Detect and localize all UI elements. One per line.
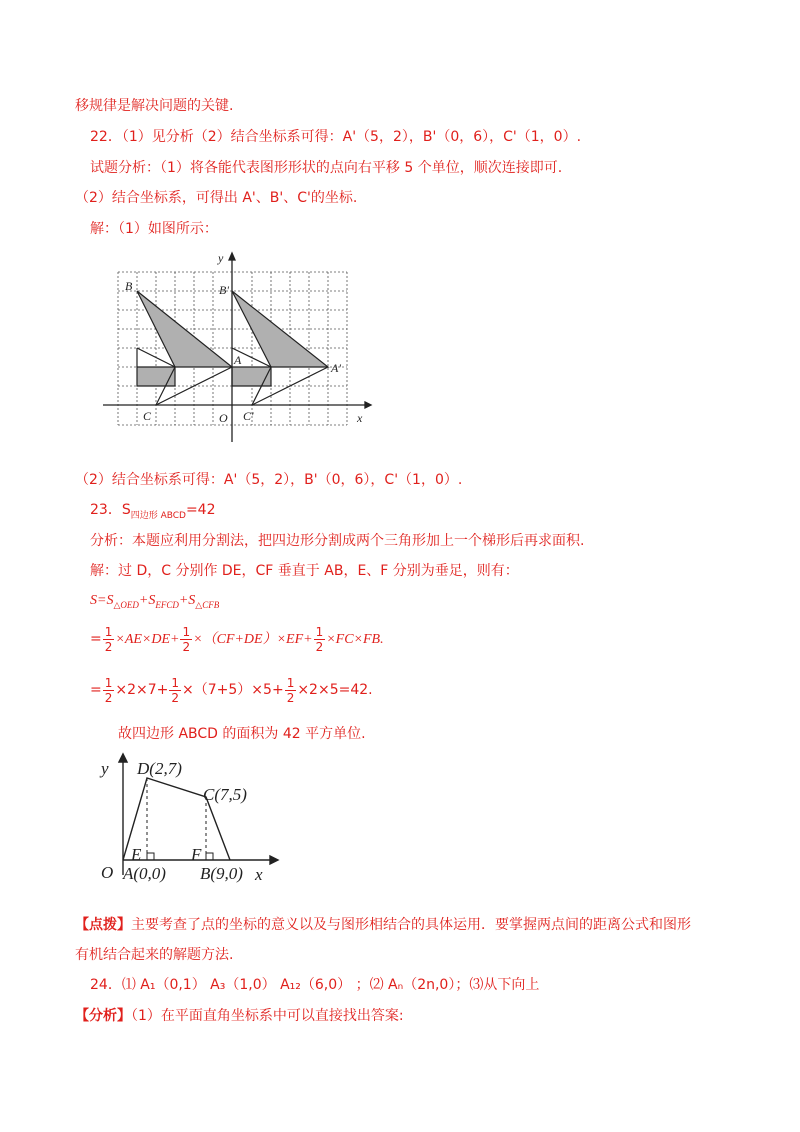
solution-22: 解：（1）如图所示： <box>90 221 218 237</box>
solution-23: 解：过 D，C 分别作 DE，CF 垂直于 AB，E、F 分别为垂足，则有： <box>90 563 519 579</box>
fraction-numerator: 1 <box>171 675 180 690</box>
tip-line-1 <box>75 915 691 935</box>
y-axis-label: y <box>218 251 224 265</box>
point-a-prime-label: A' <box>331 361 341 375</box>
tip-text: 主要考查了点的坐标的意义以及与图形相结合的具体运用．要掌握两点间的距离公式和图形 <box>131 917 691 933</box>
equation-part: = <box>90 631 102 647</box>
equation-part: ×AE×DE+ <box>115 632 180 647</box>
point-b-label: B(9,0) <box>200 864 243 883</box>
analysis-22: 试题分析：（1）将各能代表图形形状的点向右平移 5 个单位，顺次连接即可. <box>90 160 563 176</box>
fraction-denominator: 2 <box>171 690 180 705</box>
fraction-half <box>180 625 192 654</box>
quadrilateral-figure <box>95 750 285 890</box>
area-formula-part: +S <box>178 593 196 608</box>
analysis-22-part2: （2）结合坐标系，可得出 A'、B'、C'的坐标. <box>75 190 358 206</box>
conclusion-23: 故四边形 ABCD 的面积为 42 平方单位. <box>118 726 366 742</box>
area-formula-sub: △OED <box>113 599 139 610</box>
x-axis-label: x <box>357 411 363 425</box>
right-angle-f <box>206 853 213 860</box>
analysis-24 <box>75 1006 404 1026</box>
equation-1 <box>90 623 384 656</box>
text-line-1: 移规律是解决问题的关键. <box>75 98 234 114</box>
translation-figure <box>95 250 385 450</box>
area-formula-sub: △CFB <box>195 599 220 610</box>
fraction-half <box>285 676 297 705</box>
point-b-label: B <box>125 279 133 293</box>
answer-23-prefix: 23．S <box>90 502 131 518</box>
point-d-label: D(2,7) <box>137 759 182 778</box>
fraction-half <box>103 676 115 705</box>
area-formula <box>90 591 219 615</box>
fraction-numerator: 1 <box>286 675 295 690</box>
equation-part: ×（7+5）×5+ <box>182 682 284 698</box>
answer-22-heading: 22．（1）见分析（2）结合坐标系可得：A'（5，2），B'（0，6），C'（1，0）. <box>90 129 582 145</box>
equation-part: ×2×5=42. <box>297 682 373 698</box>
analysis-23: 分析：本题应利用分割法，把四边形分割成两个三角形加上一个梯形后再求面积. <box>90 533 585 549</box>
fraction-numerator: 1 <box>104 624 113 639</box>
point-c-label: C <box>143 409 152 423</box>
fraction-half <box>314 625 326 654</box>
point-e-label: E <box>131 845 142 864</box>
x-axis-label: x <box>255 865 263 884</box>
fraction-numerator: 1 <box>315 624 324 639</box>
answer-24-heading: 24．⑴ A₁（0,1） A₃（1,0） A₁₂（6,0） ；⑵ Aₙ（2n,0）；⑶从下向上 <box>90 977 540 993</box>
point-c-prime-label: C' <box>243 409 254 423</box>
equation-2 <box>90 674 373 706</box>
area-formula-part: S=S <box>90 593 114 608</box>
right-angle-e <box>147 853 154 860</box>
point-a-label: A(0,0) <box>123 864 166 883</box>
analysis-text: （1）在平面直角坐标系中可以直接找出答案: <box>131 1008 404 1024</box>
fraction-denominator: 2 <box>286 690 295 705</box>
point-f-label: F <box>191 845 202 864</box>
fraction-denominator: 2 <box>104 639 113 654</box>
answer-23-subscript: 四边形 ABCD <box>130 510 186 521</box>
fraction-half <box>169 676 181 705</box>
fraction-denominator: 2 <box>182 639 191 654</box>
tip-line-2: 有机结合起来的解题方法. <box>75 947 234 963</box>
origin-label: O <box>219 411 228 425</box>
y-axis-label: y <box>101 759 109 778</box>
y-axis-arrow <box>119 754 127 762</box>
fraction-numerator: 1 <box>182 624 191 639</box>
x-axis-arrow <box>270 856 278 864</box>
fraction-numerator: 1 <box>104 675 113 690</box>
origin-label: O <box>101 863 114 882</box>
equation-part: ×FC×FB. <box>326 632 384 647</box>
equation-part: ×2×7+ <box>115 682 169 698</box>
fraction-denominator: 2 <box>104 690 113 705</box>
area-formula-part: +S <box>138 593 156 608</box>
analysis-tag: 【分析】 <box>75 1008 131 1024</box>
point-c-label: C(7,5) <box>203 785 247 804</box>
answer-23-value: =42 <box>185 502 216 518</box>
equation-part: ×（CF+DE）×EF+ <box>193 632 313 647</box>
fraction-half <box>103 625 115 654</box>
point-a-label: A <box>234 353 242 367</box>
equation-part: = <box>90 682 102 698</box>
area-formula-sub: EFCD <box>155 599 179 610</box>
fraction-denominator: 2 <box>315 639 324 654</box>
point-b-prime-label: B' <box>219 283 229 297</box>
answer-22-part2: （2）结合坐标系可得：A'（5，2），B'（0，6），C'（1，0）. <box>75 472 463 488</box>
answer-23-heading <box>90 500 216 526</box>
tip-tag: 【点拨】 <box>75 917 131 933</box>
